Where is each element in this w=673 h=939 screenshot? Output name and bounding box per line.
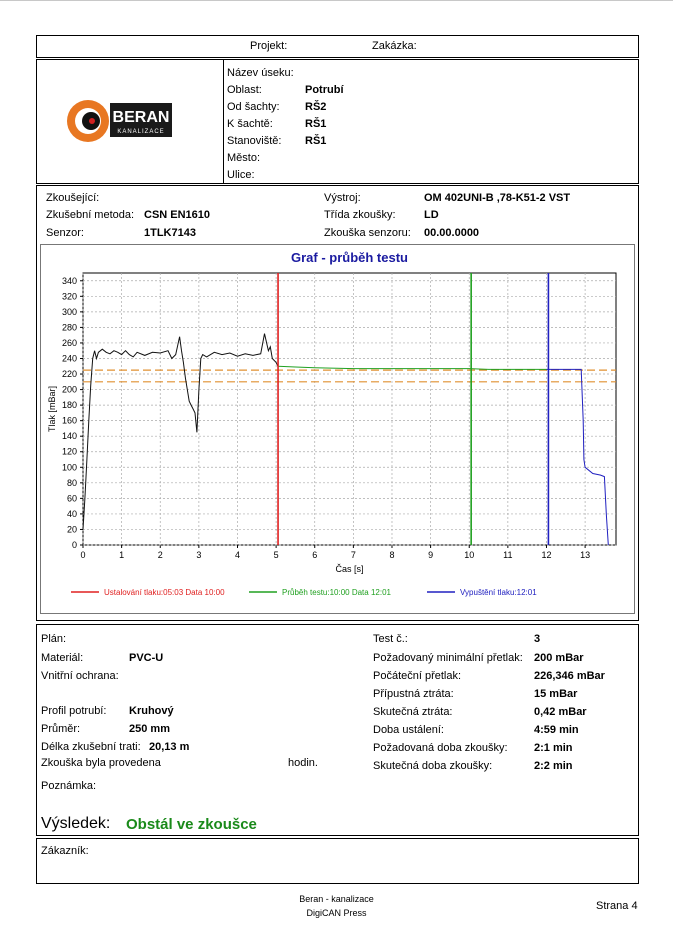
- y-tick-label: 180: [61, 400, 77, 411]
- pressure-chart: [41, 245, 634, 613]
- section-divider: [223, 60, 224, 183]
- y-tick-label: 60: [66, 493, 77, 504]
- length-value: 20,13 m: [149, 741, 190, 753]
- y-tick-label: 340: [61, 275, 77, 286]
- y-tick-label: 200: [61, 384, 77, 395]
- diameter-value: 250 mm: [129, 723, 170, 735]
- street-label: Ulice:: [227, 169, 255, 181]
- x-tick-label: 13: [580, 550, 591, 560]
- x-tick-label: 8: [389, 550, 395, 560]
- actual-duration-label: Skutečná doba zkoušky:: [373, 760, 493, 772]
- details-box: [36, 624, 639, 836]
- page-number: Strana 4: [596, 900, 638, 912]
- test-number-value: 3: [534, 633, 541, 645]
- initial-pressure-value: 226,346 mBar: [534, 670, 605, 682]
- sensor-value: 1TLK7143: [144, 227, 196, 239]
- x-tick-label: 4: [234, 550, 241, 560]
- area-label: Oblast:: [227, 84, 262, 96]
- class-value: LD: [424, 209, 439, 221]
- result-value: Obstál ve zkoušce: [126, 816, 257, 833]
- project-label: Projekt:: [250, 40, 288, 52]
- x-tick-label: 11: [503, 550, 513, 560]
- x-axis-label: Čas [s]: [335, 564, 364, 574]
- legend-label-1: Ustalování tlaku:05:03 Data 10:00: [104, 588, 225, 597]
- method-value: CSN EN1610: [144, 209, 211, 221]
- y-tick-label: 20: [66, 524, 77, 535]
- y-tick-label: 220: [61, 369, 77, 380]
- hours-label: hodin.: [288, 757, 318, 769]
- y-tick-label: 100: [61, 462, 77, 473]
- plan-label: Plán:: [41, 633, 67, 645]
- material-value: PVC-U: [129, 652, 164, 664]
- station-value: RŠ1: [305, 135, 327, 147]
- profile-label: Profil potrubí:: [41, 705, 107, 717]
- actual-loss-value: 0,42 mBar: [534, 706, 587, 718]
- logo-sub-text: KANALIZACE: [117, 129, 165, 135]
- area-value: Potrubí: [305, 84, 344, 96]
- diameter-label: Průměr:: [41, 723, 81, 735]
- from-shaft-label: Od šachty:: [227, 101, 280, 113]
- class-label: Třída zkoušky:: [324, 209, 396, 221]
- test-box: [36, 185, 639, 621]
- y-tick-label: 320: [61, 291, 77, 302]
- required-min-pressure-value: 200 mBar: [534, 652, 584, 664]
- x-tick-label: 0: [80, 550, 86, 560]
- allowed-loss-label: Přípustná ztráta:: [373, 688, 454, 700]
- top-rule: [0, 0, 673, 1]
- x-tick-label: 6: [312, 550, 318, 560]
- y-tick-label: 140: [61, 431, 77, 442]
- plot-area: [83, 273, 616, 545]
- initial-pressure-label: Počáteční přetlak:: [373, 670, 462, 682]
- device-value: OM 402UNI-B ,78-K51-2 VST: [424, 192, 571, 204]
- chart-frame: [40, 244, 635, 614]
- actual-duration-value: 2:2 min: [534, 760, 573, 772]
- x-tick-label: 10: [464, 550, 475, 560]
- result-label: Výsledek:: [41, 815, 111, 832]
- x-tick-label: 5: [273, 550, 279, 560]
- sensor-test-value: 00.00.0000: [424, 227, 480, 239]
- footer-company: Beran - kanalizace: [299, 894, 374, 904]
- profile-value: Kruhový: [129, 705, 174, 717]
- y-tick-label: 280: [61, 322, 77, 333]
- y-tick-label: 80: [66, 477, 77, 488]
- footer-software: DigiCAN Press: [306, 908, 367, 918]
- y-tick-label: 260: [61, 337, 77, 348]
- customer-box: [36, 838, 639, 884]
- project-header-box: [36, 35, 639, 58]
- to-shaft-label: K šachtě:: [227, 118, 273, 130]
- method-label: Zkušební metoda:: [46, 209, 135, 221]
- sensor-label: Senzor:: [46, 227, 84, 239]
- city-label: Město:: [227, 152, 261, 164]
- x-tick-label: 1: [119, 550, 125, 560]
- section-name-label: Název úseku:: [227, 67, 294, 79]
- x-tick-label: 3: [196, 550, 202, 560]
- y-tick-label: 240: [61, 353, 77, 364]
- device-label: Výstroj:: [324, 192, 361, 204]
- legend-label-2: Průběh testu:10:00 Data 12:01: [282, 588, 391, 597]
- order-label: Zakázka:: [372, 40, 417, 52]
- x-tick-label: 2: [157, 550, 163, 560]
- to-shaft-value: RŠ1: [305, 118, 327, 130]
- x-tick-label: 12: [541, 550, 552, 560]
- y-tick-label: 300: [61, 306, 77, 317]
- x-tick-label: 9: [428, 550, 434, 560]
- customer-label: Zákazník:: [41, 845, 89, 857]
- inner-protection-label: Vnitřní ochrana:: [41, 670, 119, 682]
- required-min-pressure-label: Požadovaný minimální přetlak:: [373, 652, 523, 664]
- logo: [65, 94, 175, 146]
- material-label: Materiál:: [41, 652, 84, 664]
- settle-time-value: 4:59 min: [534, 724, 579, 736]
- y-tick-label: 160: [61, 415, 77, 426]
- from-shaft-value: RŠ2: [305, 101, 327, 113]
- test-done-label: Zkouška byla provedena: [41, 757, 161, 769]
- length-label: Délka zkušební trati:: [41, 741, 141, 753]
- y-tick-label: 0: [71, 540, 77, 550]
- chart-title: Graf - průběh testu: [290, 250, 409, 265]
- legend-label-3: Vypuštění tlaku:12:01: [460, 588, 537, 597]
- station-label: Stanoviště:: [227, 135, 282, 147]
- tester-label: Zkoušející:: [46, 192, 100, 204]
- y-tick-label: 120: [61, 446, 77, 457]
- section-box: [36, 59, 639, 184]
- logo-brand-text: BERAN: [112, 109, 170, 126]
- beran-logo-icon: [65, 94, 175, 146]
- test-number-label: Test č.:: [373, 633, 408, 645]
- sensor-test-label: Zkouška senzoru:: [324, 227, 411, 239]
- required-duration-label: Požadovaná doba zkoušky:: [373, 742, 508, 754]
- allowed-loss-value: 15 mBar: [534, 688, 578, 700]
- y-tick-label: 40: [66, 508, 77, 519]
- settle-time-label: Doba ustálení:: [373, 724, 444, 736]
- note-label: Poznámka:: [41, 780, 97, 792]
- actual-loss-label: Skutečná ztráta:: [373, 706, 453, 718]
- x-tick-label: 7: [350, 550, 356, 560]
- y-axis-label: Tlak [mBar]: [47, 385, 57, 433]
- required-duration-value: 2:1 min: [534, 742, 573, 754]
